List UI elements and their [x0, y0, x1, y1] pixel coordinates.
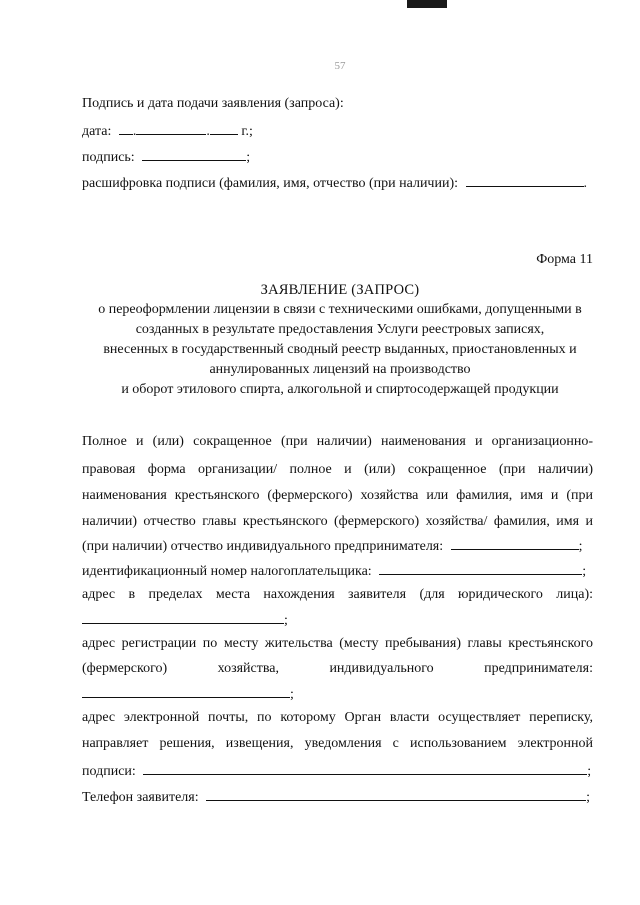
email-line: направляет решения, извещения, уведомления с использованием электронной — [82, 736, 593, 751]
reg-address-field[interactable] — [82, 684, 290, 698]
signature-decode-field[interactable] — [466, 173, 584, 187]
title-line: о переоформлении лицензии в связи с техническими ошибками, допущенными в — [98, 302, 582, 317]
semicolon: ; — [284, 613, 288, 628]
date-year-field[interactable] — [210, 121, 238, 135]
address-row — [82, 610, 288, 630]
title-heading: ЗАЯВЛЕНИЕ (ЗАПРОС) — [260, 282, 420, 298]
sign-label: подпись: — [82, 150, 135, 165]
phone-row — [82, 787, 590, 807]
date-suffix: г.; — [241, 124, 253, 139]
org-line: Полное и (или) сокращенное (при наличии) наименования и организационно- — [82, 434, 593, 449]
semicolon: ; — [290, 687, 294, 702]
decode-suffix: . — [583, 176, 588, 191]
email-row — [82, 761, 591, 781]
date-separator: . — [132, 124, 137, 139]
org-line: правовая форма организации/ полное и (или) сокращенное (при наличии) — [82, 462, 593, 477]
org-line: наименования крестьянского (фермерского) хозяйства или фамилия, имя и (при — [82, 488, 593, 503]
sign-row — [82, 147, 250, 167]
email-field[interactable] — [143, 761, 587, 775]
address-label: адрес в пределах места нахождения заявителя (для юридического лица): — [82, 587, 593, 602]
decode-row — [82, 173, 587, 193]
semicolon: ; — [587, 764, 592, 779]
reg-address-line: (фермерского) хозяйства, индивидуального предпринимателя: — [82, 661, 593, 676]
date-month-field[interactable] — [136, 121, 206, 135]
phone-field[interactable] — [206, 787, 586, 801]
page-number: 57 — [334, 60, 346, 72]
org-line: наличии) отчество главы крестьянского (фермерского) хозяйства/ фамилия, имя и — [82, 514, 593, 529]
semicolon: ; — [578, 539, 583, 554]
title-line: созданных в результате предоставления Услуги реестровых записях, — [135, 322, 545, 337]
title-line: внесенных в государственный сводный реестр выданных, приостановленных и — [103, 342, 577, 357]
title-line: аннулированных лицензий на производство — [209, 362, 471, 377]
date-day-field[interactable] — [119, 121, 133, 135]
inn-field[interactable] — [379, 561, 582, 575]
reg-address-line: адрес регистрации по месту жительства (месту пребывания) главы крестьянского — [82, 636, 593, 651]
decode-label: расшифровка подписи (фамилия, имя, отчество (при наличии): — [82, 176, 459, 191]
org-name-row — [82, 536, 583, 556]
signature-field[interactable] — [142, 147, 246, 161]
scan-artifact — [407, 0, 447, 8]
title-line: и оборот этилового спирта, алкогольной и спиртосодержащей продукции — [121, 382, 559, 397]
document-title — [60, 280, 620, 400]
org-last-label: (при наличии) отчество индивидуального предпринимателя: — [82, 539, 444, 554]
phone-label: Телефон заявителя: — [82, 790, 199, 805]
address-field[interactable] — [82, 610, 284, 624]
inn-label: идентификационный номер налогоплательщика: — [82, 564, 372, 579]
sign-suffix: ; — [246, 150, 251, 165]
org-name-field[interactable] — [451, 536, 579, 550]
date-label: дата: — [82, 124, 112, 139]
email-line: адрес электронной почты, по которому Орган власти осуществляет переписку, — [82, 710, 593, 725]
date-row — [82, 121, 253, 141]
semicolon: ; — [586, 790, 590, 805]
signature-heading: Подпись и дата подачи заявления (запроса): — [82, 96, 344, 111]
form-number: Форма 11 — [536, 252, 593, 267]
inn-row — [82, 561, 586, 581]
semicolon: ; — [582, 564, 587, 579]
reg-address-row — [82, 684, 294, 704]
date-separator: . — [206, 124, 210, 139]
email-label: подписи: — [82, 764, 136, 779]
